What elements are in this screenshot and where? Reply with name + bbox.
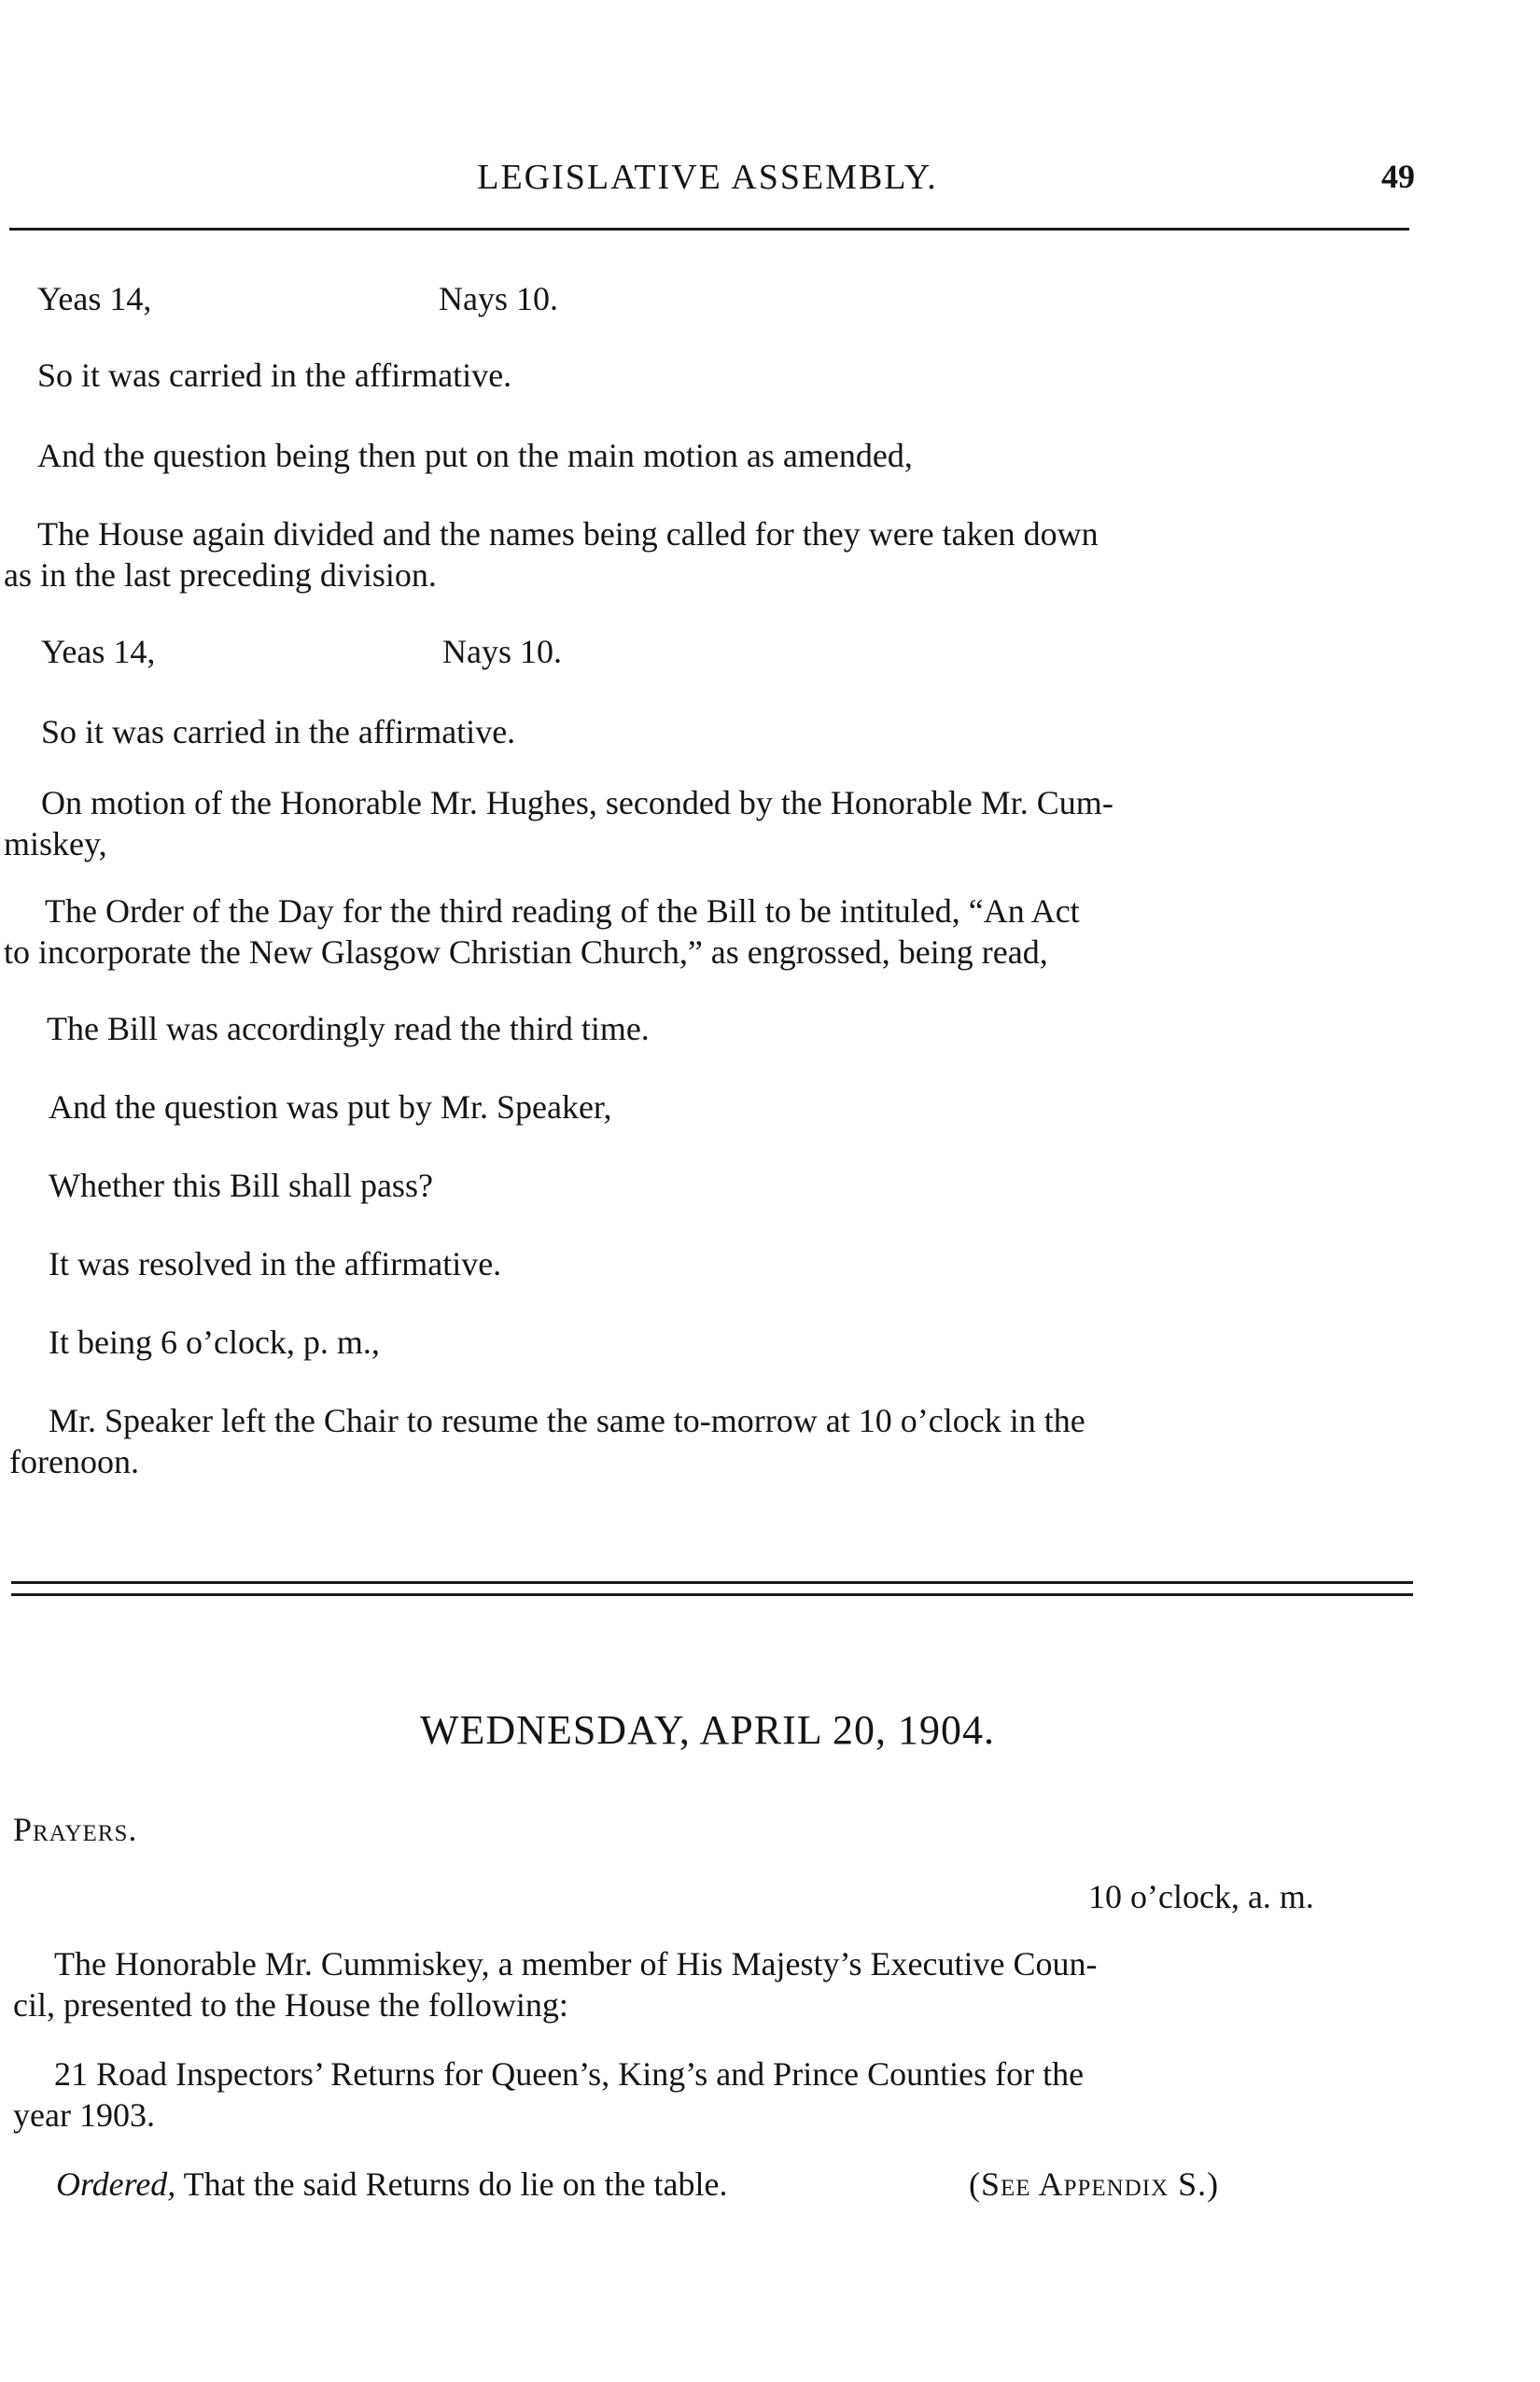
paragraph-line: miskey,	[4, 825, 107, 862]
paragraph-line: year 1903.	[13, 2096, 155, 2134]
nays-count: Nays 10.	[442, 633, 562, 670]
paragraph: It being 6 o’clock, p. m.,	[49, 1324, 380, 1361]
paragraph-line: forenoon.	[9, 1443, 139, 1480]
yeas-count: Yeas 14,	[41, 633, 156, 670]
paragraph: The Bill was accordingly read the third time.	[47, 1010, 650, 1047]
page-number: 49	[1381, 158, 1415, 195]
paragraph: So it was carried in the affirmative.	[41, 713, 516, 750]
paragraph-line: The Order of the Day for the third reading of the Bill to be intituled, “An Act	[45, 892, 1080, 930]
ordered-paragraph	[56, 2164, 728, 2205]
section-divider	[11, 1581, 1413, 1596]
date-heading: WEDNESDAY, APRIL 20, 1904.	[420, 1707, 995, 1753]
paragraph: And the question being then put on the main motion as amended,	[37, 437, 913, 474]
yeas-count: Yeas 14,	[37, 280, 152, 317]
paragraph-line: The Honorable Mr. Cummiskey, a member of His Majesty’s Executive Coun-	[54, 1945, 1098, 1983]
paragraph-line: The House again divided and the names being called for they were taken down	[37, 515, 1099, 553]
prayers-label: Prayers.	[13, 1811, 138, 1848]
ordered-text: That the said Returns do lie on the table.	[175, 2165, 728, 2203]
paragraph: So it was carried in the affirmative.	[37, 357, 512, 394]
paragraph-line: as in the last preceding division.	[4, 556, 437, 594]
appendix-reference: (See Appendix S.)	[969, 2165, 1220, 2203]
paragraph: Whether this Bill shall pass?	[49, 1167, 433, 1204]
paragraph: It was resolved in the affirmative.	[49, 1245, 502, 1282]
paragraph: And the question was put by Mr. Speaker,	[49, 1088, 612, 1126]
session-time: 10 o’clock, a. m.	[1088, 1878, 1314, 1915]
header-title: LEGISLATIVE ASSEMBLY.	[477, 158, 938, 197]
running-header	[0, 157, 1415, 203]
ordered-label: Ordered,	[56, 2165, 176, 2203]
paragraph-line: cil, presented to the House the following:	[13, 1986, 568, 2024]
nays-count: Nays 10.	[439, 280, 558, 317]
paragraph-line: Mr. Speaker left the Chair to resume the same to-morrow at 10 o’clock in the	[49, 1402, 1085, 1439]
paragraph-line: to incorporate the New Glasgow Christian Church,” as engrossed, being read,	[4, 933, 1048, 971]
paragraph-line: On motion of the Honorable Mr. Hughes, seconded by the Honorable Mr. Cum-	[41, 784, 1113, 821]
paragraph-line: 21 Road Inspectors’ Returns for Queen’s, King’s and Prince Counties for the	[54, 2055, 1085, 2093]
header-rule	[9, 228, 1409, 231]
